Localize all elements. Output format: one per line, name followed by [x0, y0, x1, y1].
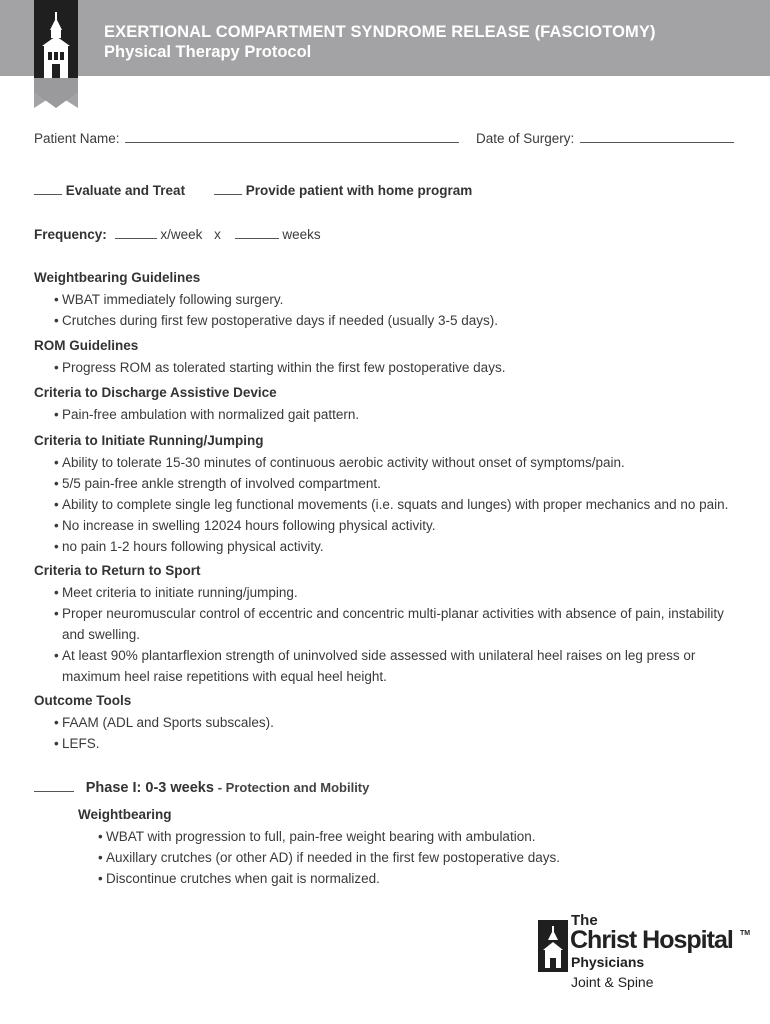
- section-return-to-sport: [34, 563, 744, 687]
- list-item: • WBAT immediately following surgery.: [54, 289, 744, 310]
- patient-name-label: Patient Name:: [34, 131, 120, 146]
- header: [104, 22, 656, 62]
- section-rom: [34, 338, 744, 378]
- list-item: • FAAM (ADL and Sports subscales).: [54, 712, 744, 733]
- logo-tm: TM: [740, 930, 751, 937]
- list-item: • Auxillary crutches (or other AD) if needed in the first few postoperative days.: [98, 847, 738, 868]
- list-item: • No increase in swelling 12024 hours following physical activity.: [54, 515, 744, 536]
- date-of-surgery-field[interactable]: [580, 131, 734, 143]
- home-program-checkbox-blank[interactable]: [214, 183, 242, 195]
- times-text: x: [214, 227, 221, 242]
- logo-name: Christ Hospital: [570, 926, 733, 954]
- section-title: ROM Guidelines: [34, 338, 139, 353]
- phase1-subtitle: Weightbearing: [78, 807, 172, 822]
- patient-name-row: [34, 131, 459, 146]
- list-item: • Proper neuromuscular control of eccentric and concentric multi-planar activities with absence of pain, instability and swelling.: [54, 603, 744, 645]
- date-of-surgery-label: Date of Surgery:: [476, 131, 575, 146]
- list-item: • no pain 1-2 hours following physical activity.: [54, 536, 744, 557]
- hospital-building-icon: [538, 916, 568, 972]
- evaluate-checkbox-blank[interactable]: [34, 183, 62, 195]
- document-subtitle: Physical Therapy Protocol: [104, 43, 312, 61]
- phase1-header: [34, 779, 369, 796]
- list-item: • WBAT with progression to full, pain-free weight bearing with ambulation.: [98, 826, 738, 847]
- section-title: Weightbearing Guidelines: [34, 270, 201, 285]
- evaluate-row: [34, 183, 185, 198]
- section-weightbearing: [34, 270, 744, 331]
- list-item: • Ability to complete single leg functional movements (i.e. squats and lunges) with proper mechanics and no pain.: [54, 494, 744, 515]
- christ-hospital-logo: [538, 912, 753, 994]
- document-title: EXERTIONAL COMPARTMENT SYNDROME RELEASE (FASCIOTOMY): [104, 23, 656, 41]
- list-item: • At least 90% plantarflexion strength of uninvolved side assessed with unilateral heel raises on leg press or maximum heel raise repetitions with equal heel height.: [54, 645, 744, 687]
- frequency-weeks-field[interactable]: [235, 227, 279, 239]
- weeks-text: weeks: [282, 227, 321, 242]
- phase1-checkbox-blank[interactable]: [34, 779, 74, 792]
- phase1-weightbearing: [78, 807, 738, 889]
- list-item: • Discontinue crutches when gait is normalized.: [98, 868, 738, 889]
- section-running-jumping: [34, 433, 744, 557]
- list-item: • LEFS.: [54, 733, 744, 754]
- list-item: • Ability to tolerate 15-30 minutes of continuous aerobic activity without onset of symptoms/pain.: [54, 452, 744, 473]
- logo-division: Joint & Spine: [571, 974, 654, 990]
- section-title: Criteria to Discharge Assistive Device: [34, 385, 277, 400]
- phase1-title: Phase I: 0-3 weeks: [85, 780, 214, 796]
- frequency-label: Frequency:: [34, 227, 107, 242]
- home-program-row: [214, 183, 472, 198]
- hospital-logo-icon: [34, 0, 78, 108]
- per-week-text: x/week: [160, 227, 203, 242]
- patient-name-field[interactable]: [125, 131, 459, 143]
- section-outcome-tools: [34, 693, 744, 754]
- list-item: • Pain-free ambulation with normalized gait pattern.: [54, 404, 744, 425]
- section-title: Outcome Tools: [34, 693, 132, 708]
- list-item: • Crutches during first few postoperative days if needed (usually 3-5 days).: [54, 310, 744, 331]
- list-item: • Meet criteria to initiate running/jumping.: [54, 582, 744, 603]
- list-item: • Progress ROM as tolerated starting within the first few postoperative days.: [54, 357, 744, 378]
- section-title: Criteria to Initiate Running/Jumping: [34, 433, 264, 448]
- logo-physicians: Physicians: [571, 954, 645, 970]
- section-title: Criteria to Return to Sport: [34, 563, 201, 578]
- evaluate-label: Evaluate and Treat: [65, 183, 186, 198]
- logo-the: The: [571, 912, 598, 929]
- frequency-row: [34, 227, 321, 242]
- list-item: • 5/5 pain-free ankle strength of involved compartment.: [54, 473, 744, 494]
- phase1-description: - Protection and Mobility: [217, 780, 370, 795]
- home-program-label: Provide patient with home program: [245, 183, 473, 198]
- date-of-surgery-row: [476, 131, 734, 146]
- section-discharge-device: [34, 385, 744, 425]
- frequency-per-week-field[interactable]: [115, 227, 157, 239]
